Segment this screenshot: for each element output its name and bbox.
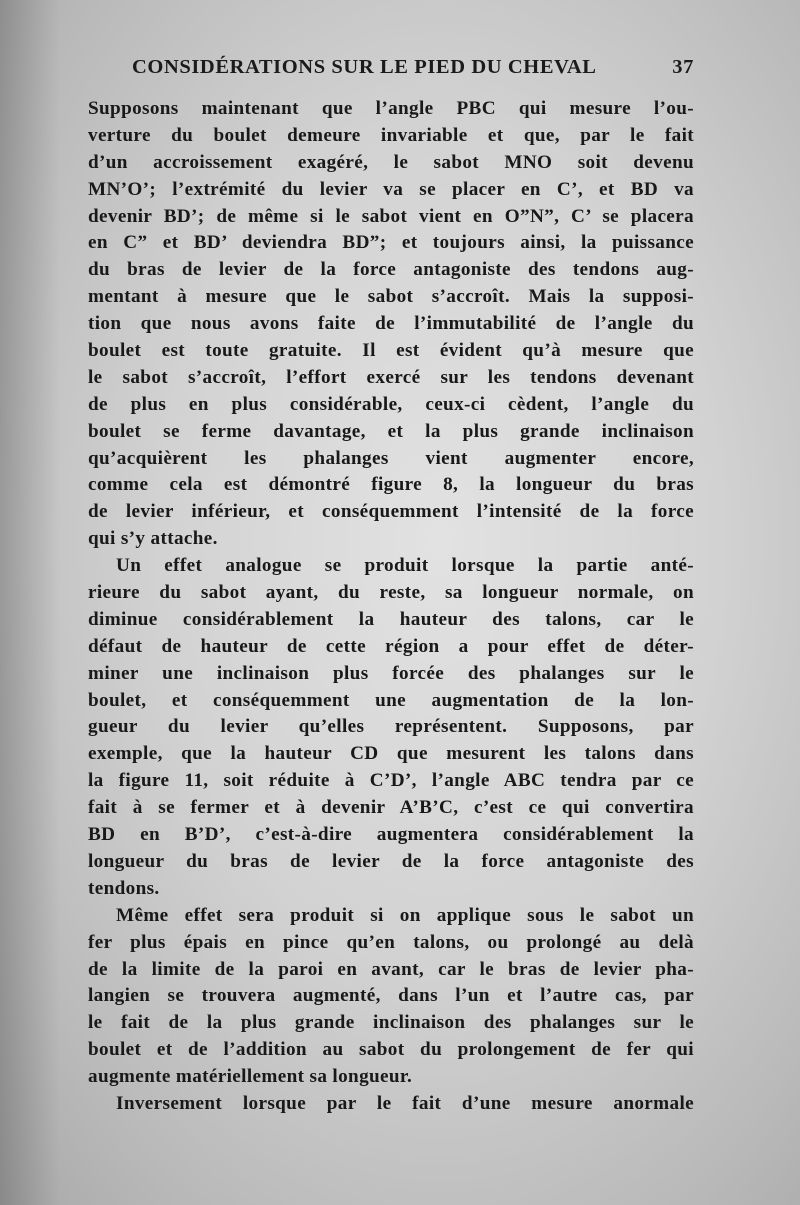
page-number: 37 — [672, 56, 694, 78]
text-line: de la limite de la paroi en avant, car le bras de levier pha- — [88, 958, 694, 980]
text-line: mentant à mesure que le sabot s’accroît. Mais la supposi- — [88, 286, 694, 308]
text-line: tion que nous avons faite de l’immutabilité de l’angle du — [88, 313, 694, 335]
text-line: qu’acquièrent les phalanges vient augmenter encore, — [88, 447, 694, 469]
text-line: gueur du levier qu’elles représentent. Supposons, par — [88, 716, 694, 738]
text-line: boulet, et conséquemment une augmentation de la lon- — [88, 689, 694, 711]
text-line: boulet est toute gratuite. Il est évident qu’à mesure que — [88, 340, 694, 362]
text-line: rieure du sabot ayant, du reste, sa longueur normale, on — [88, 582, 694, 604]
text-line: verture du boulet demeure invariable et que, par le fait — [88, 124, 694, 146]
running-header — [132, 56, 694, 79]
text-line: miner une inclinaison plus forcée des phalanges sur le — [88, 662, 694, 684]
text-line: BD en B’D’, c’est-à-dire augmentera considérablement la — [88, 824, 694, 846]
text-line: d’un accroissement exagéré, le sabot MNO soit devenu — [88, 151, 694, 173]
text-line: fait à se fermer et à devenir A’B’C, c’est ce qui convertira — [88, 797, 694, 819]
text-line: boulet et de l’addition au sabot du prolongement de fer qui — [88, 1039, 694, 1061]
text-line: en C” et BD’ deviendra BD”; et toujours ainsi, la puissance — [88, 232, 694, 254]
text-line: tendons. — [88, 877, 160, 899]
text-line: le fait de la plus grande inclinaison des phalanges sur le — [88, 1012, 694, 1034]
text-line: la figure 11, soit réduite à C’D’, l’angle ABC tendra par ce — [88, 770, 694, 792]
body-text — [88, 96, 694, 1118]
text-line: exemple, que la hauteur CD que mesurent les talons dans — [88, 743, 694, 765]
text-line: de levier inférieur, et conséquemment l’intensité de la force — [88, 501, 694, 523]
running-title: CONSIDÉRATIONS SUR LE PIED DU CHEVAL — [132, 56, 597, 78]
text-line: comme cela est démontré figure 8, la longueur du bras — [88, 474, 694, 496]
text-line: augmente matériellement sa longueur. — [88, 1066, 413, 1088]
text-line: devenir BD’; de même si le sabot vient en O”N”, C’ se placera — [88, 205, 694, 227]
text-line: défaut de hauteur de cette région a pour effet de déter- — [88, 635, 694, 657]
text-line: diminue considérablement la hauteur des talons, car le — [88, 608, 694, 630]
text-line: longueur du bras de levier de la force antagoniste des — [88, 850, 694, 872]
text-line: le sabot s’accroît, l’effort exercé sur les tendons devenant — [88, 366, 694, 388]
text-line: Inversement lorsque par le fait d’une mesure anormale — [116, 1092, 694, 1114]
text-line: du bras de levier de la force antagoniste des tendons aug- — [88, 259, 694, 281]
text-line: boulet se ferme davantage, et la plus grande inclinaison — [88, 420, 694, 442]
text-line: MN’O’; l’extrémité du levier va se placer en C’, et BD va — [88, 178, 694, 200]
text-line: Un effet analogue se produit lorsque la partie anté- — [116, 555, 694, 577]
text-line: langien se trouvera augmenté, dans l’un et l’autre cas, par — [88, 985, 694, 1007]
text-line: de plus en plus considérable, ceux-ci cèdent, l’angle du — [88, 393, 694, 415]
text-line: fer plus épais en pince qu’en talons, ou prolongé au delà — [88, 931, 694, 953]
text-line: qui s’y attache. — [88, 528, 218, 550]
text-line: Même effet sera produit si on applique sous le sabot un — [116, 904, 694, 926]
text-line: Supposons maintenant que l’angle PBC qui mesure l’ou- — [88, 98, 694, 119]
